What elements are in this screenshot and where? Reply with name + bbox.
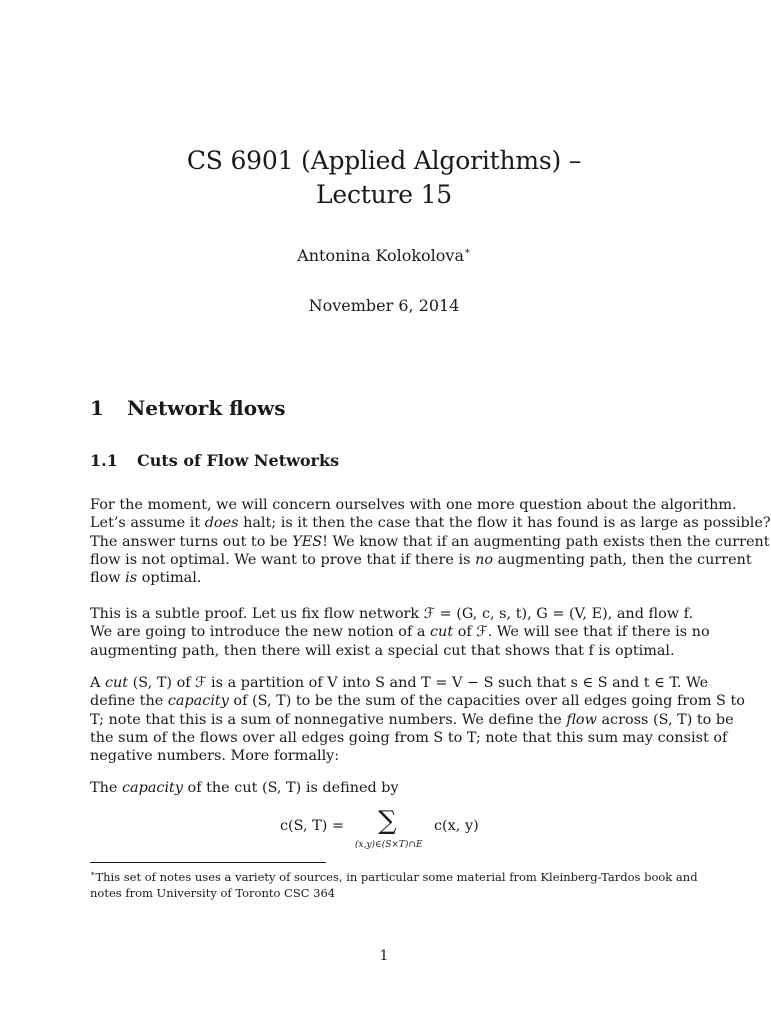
- paragraph-line: The answer turns out to be YES! We know that if an augmenting path exists then the current: [90, 533, 770, 550]
- paragraph-line: negative numbers. More formally:: [90, 748, 340, 765]
- paragraph-4: [90, 779, 679, 797]
- paragraph-line: define the capacity of (S, T) to be the sum of the capacities over all edges going from S to: [90, 693, 745, 710]
- title-line-2: Lecture 15: [315, 180, 453, 209]
- equation-rhs: c(x, y): [434, 818, 479, 834]
- footnote-line: ∗This set of notes uses a variety of sources, in particular some material from Kleinberg-Tardos book and: [90, 869, 698, 884]
- paragraph-line: flow is not optimal. We want to prove that if there is no augmenting path, then the current: [90, 551, 752, 568]
- author-footnote-mark: ∗: [464, 246, 471, 257]
- paragraph-line: The capacity of the cut (S, T) is defined by: [90, 780, 399, 796]
- title-line-1: CS 6901 (Applied Algorithms) –: [186, 146, 582, 175]
- subsection-heading: [90, 451, 339, 470]
- paragraph-line: This is a subtle proof. Let us fix flow network ℱ = (G, c, s, t), G = (V, E), and flow f.: [90, 606, 694, 622]
- author-line: [0, 246, 768, 265]
- paragraph-1: [90, 496, 771, 587]
- footnote-mark: ∗: [90, 869, 96, 878]
- paragraph-line: T; note that this is a sum of nonnegative numbers. We define the flow across (S, T) to be: [90, 711, 734, 728]
- date-line: November 6, 2014: [308, 296, 460, 315]
- paragraph-line: Let’s assume it does halt; is it then the case that the flow it has found is as large as possible?: [90, 515, 771, 532]
- subsection-title: Cuts of Flow Networks: [137, 451, 340, 470]
- footnote-divider: [90, 862, 326, 863]
- section-heading: [90, 396, 286, 420]
- author-name: Antonina Kolokolova: [297, 246, 465, 265]
- paragraph-line: We are going to introduce the new notion of a cut of ℱ. We will see that if there is no: [90, 624, 710, 641]
- summation-subscript: (x,y)∈(S×T)∩E: [355, 840, 423, 850]
- paragraph-line: For the moment, we will concern ourselves with one more question about the algorithm.: [90, 497, 737, 513]
- footnote: [90, 866, 698, 901]
- paragraph-line: the sum of the flows over all edges going from S to T; note that this sum may consist of: [90, 729, 728, 746]
- paragraph-3: [90, 674, 745, 765]
- document-title: [0, 144, 768, 212]
- section-number: 1: [90, 396, 104, 420]
- page-number: 1: [379, 948, 389, 964]
- paragraph-line: flow is optimal.: [90, 570, 202, 587]
- paragraph-2: [90, 605, 710, 660]
- capacity-equation: [280, 806, 540, 856]
- paragraph-line: augmenting path, then there will exist a special cut that shows that f is optimal.: [90, 642, 675, 659]
- section-title: Network flows: [127, 396, 286, 420]
- footnote-line: notes from University of Toronto CSC 364: [90, 886, 336, 900]
- equation-lhs: c(S, T) =: [280, 818, 345, 834]
- subsection-number: 1.1: [90, 451, 118, 470]
- summation-symbol: ∑: [378, 806, 397, 836]
- paragraph-line: A cut (S, T) of ℱ is a partition of V into S and T = V − S such that s ∈ S and t ∈ T. We: [90, 675, 709, 691]
